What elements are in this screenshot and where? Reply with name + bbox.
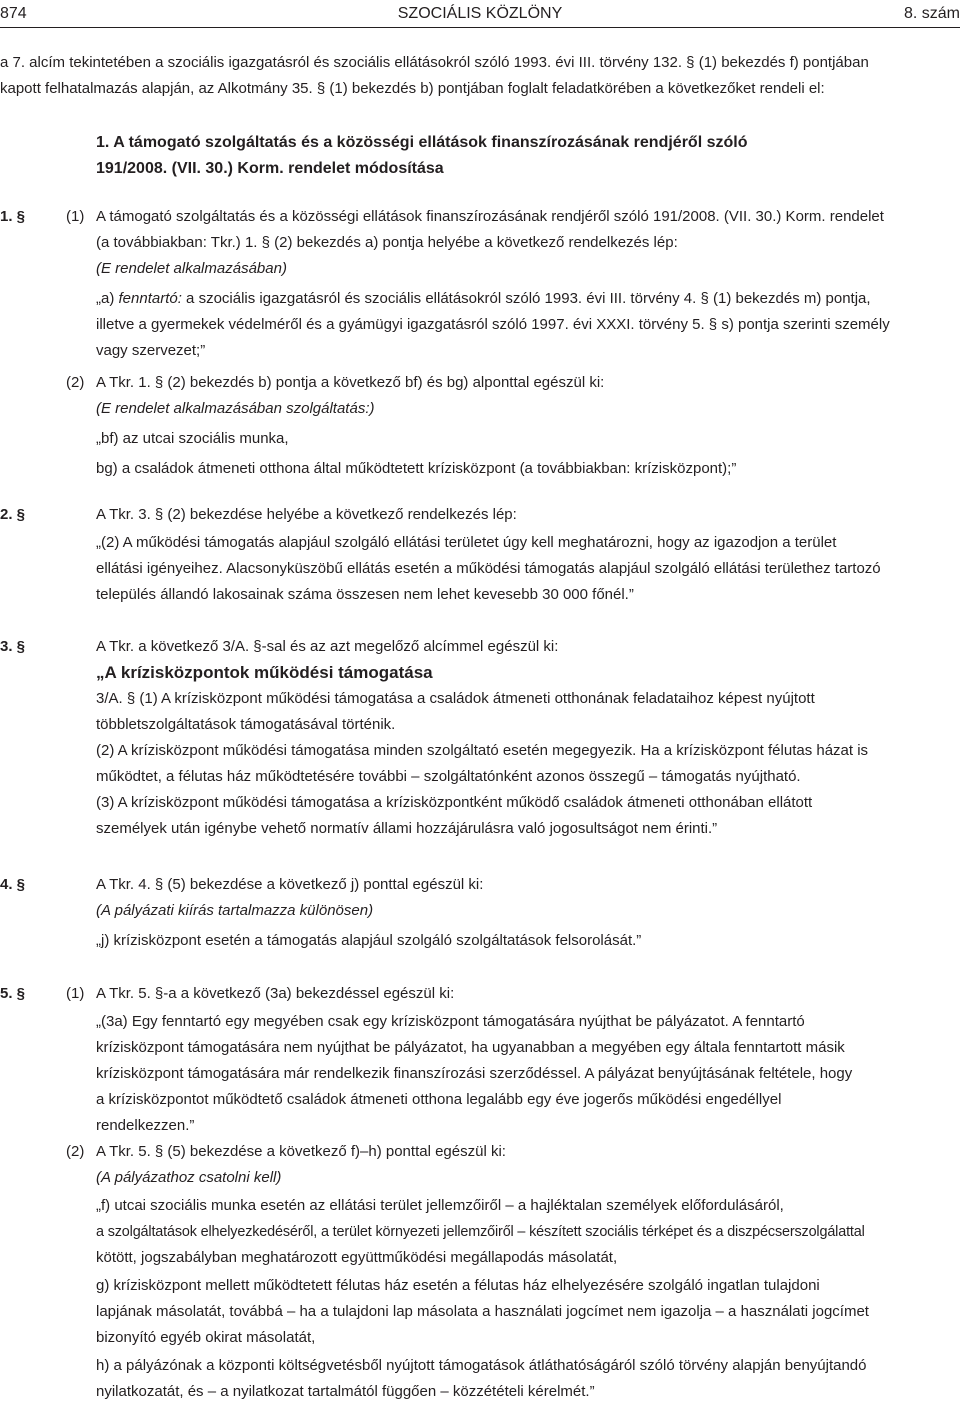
paragraph-2-label: (2): [66, 374, 85, 391]
paragraph-2-label: (2): [66, 1143, 85, 1160]
text-line: (E rendelet alkalmazásában szolgáltatás:): [96, 400, 375, 417]
text-line: lapjának másolatát, továbbá – ha a tulajdoni lap másolata a használati jogcímet nem igazolja – a használati jogcímet: [96, 1303, 869, 1320]
title-line: 1. A támogató szolgáltatás és a közösségi ellátások finanszírozásának rendjéről szóló: [96, 134, 748, 151]
text-line: személyek után igénybe vehető normatív állami hozzájárulásra való jogosultságot nem érinti.”: [96, 820, 718, 837]
text-line: „j) krízisközpont esetén a támogatás alapjául szolgáló szolgáltatások felsorolását.”: [96, 932, 642, 949]
text-line: település állandó lakosainak száma összesen nem lehet kevesebb 30 000 főnél.”: [96, 586, 634, 603]
text-line: kötött, jogszabályban meghatározott együttműködési megállapodás másolatát,: [96, 1249, 618, 1266]
text-line: A Tkr. a következő 3/A. §-sal és az azt megelőző alcímmel egészül ki:: [96, 638, 559, 655]
paragraph-1-label: (1): [66, 985, 85, 1002]
journal-title: SZOCIÁLIS KÖZLÖNY: [397, 5, 563, 22]
text-line: bizonyító egyéb okirat másolatát,: [96, 1329, 316, 1346]
section-5-paragraph-2: [96, 1139, 960, 1405]
text-line: vagy szervezet;”: [96, 342, 206, 359]
section-2: [0, 502, 960, 612]
text-line: A Tkr. 1. § (2) bekezdés b) pontja a következő bf) és bg) alponttal egészül ki:: [96, 374, 605, 391]
intro-paragraph: [0, 50, 950, 102]
text-line: A támogató szolgáltatás és a közösségi ellátások finanszírozásának rendjéről szóló 191/2008. (VII. 30.) Korm. rendelet: [96, 208, 884, 225]
section-5-paragraph-1: [96, 981, 960, 1139]
text-line: h) a pályázónak a központi költségvetésből nyújtott támogatások átláthatóságáról szóló törvény alapján benyújtandó: [96, 1357, 867, 1374]
definition-text: a szociális igazgatásról és szociális ellátásokról szóló 1993. évi III. törvény 4. § (1) bekezdés m) pontja,: [181, 290, 871, 307]
section-1-label: 1. §: [0, 208, 26, 225]
section-5-label: 5. §: [0, 985, 26, 1002]
quote-lead: „a): [96, 290, 119, 307]
section-4: [0, 872, 960, 956]
title-line: 191/2008. (VII. 30.) Korm. rendelet módosítása: [96, 160, 444, 177]
text-line: krízisközpont támogatására nem nyújthat be pályázatot, ha ugyanabban a megyében egy általa fenntartott másik: [96, 1039, 845, 1056]
text-line: „(3a) Egy fenntartó egy megyében csak egy krízisközpont támogatására nyújthat be pályázatot. A fenntartó: [96, 1013, 805, 1030]
running-header: [0, 0, 960, 28]
section-3: [0, 634, 960, 844]
text-line: (E rendelet alkalmazásában): [96, 260, 287, 277]
text-line: ellátási igényeihez. Alacsonyküszöbű ellátás esetén a működési támogatás alapjául szolgáló ellátási területhez tartozó: [96, 560, 881, 577]
text-line: nyilatkozatát, és – a nyilatkozat tartalmától függően – közzétételi kérelmét.”: [96, 1383, 595, 1400]
paragraph-1-label: (1): [66, 208, 85, 225]
text-line: a szolgáltatások elhelyezkedéséről, a terület környezeti jellemzőiről – készített szociális térképet és a diszpécserszolgálattal: [96, 1224, 865, 1240]
text-line: (A pályázathoz csatolni kell): [96, 1169, 282, 1186]
text-line: működtet, a félutas ház működtetésére további – szolgáltatónként azonos összegű – támogatás nyújtható.: [96, 768, 801, 785]
section-4-body: [96, 872, 960, 954]
text-line: krízisközpont támogatására már rendelkezik finanszírozási szerződéssel. A pályázat benyújtásának feltétele, hogy: [96, 1065, 853, 1082]
text-line: illetve a gyermekek védelméről és a gyámügyi igazgatásról szóló 1997. évi XXXI. törvény 5. § s) pontja szerinti személy: [96, 316, 890, 333]
text-line: A Tkr. 5. §-a a következő (3a) bekezdéssel egészül ki:: [96, 985, 455, 1002]
defined-term: fenntartó:: [118, 290, 182, 307]
text-line: „bf) az utcai szociális munka,: [96, 430, 289, 447]
text-line: (a továbbiakban: Tkr.) 1. § (2) bekezdés a) pontja helyébe a következő rendelkezés lép:: [96, 234, 678, 251]
intro-line: kapott felhatalmazás alapján, az Alkotmány 35. § (1) bekezdés b) pontjában foglalt feladatkörében a következőket rendeli el:: [0, 80, 825, 97]
section-2-label: 2. §: [0, 506, 26, 523]
text-line: többletszolgáltatások támogatásával történik.: [96, 716, 396, 733]
text-line: [96, 286, 960, 312]
subtitle-line: „A krízisközpontok működési támogatása: [96, 663, 433, 682]
text-line: A Tkr. 5. § (5) bekezdése a következő f)–h) ponttal egészül ki:: [96, 1143, 506, 1160]
text-line: a krízisközpontot működtető családok átmeneti otthona legalább egy éve jogerős működési engedéllyel: [96, 1091, 782, 1108]
section-5: [0, 981, 960, 1401]
text-line: A Tkr. 4. § (5) bekezdése a következő j) ponttal egészül ki:: [96, 876, 484, 893]
text-line: (3) A krízisközpont működési támogatása a krízisközpontként működő családok átmeneti otthonában ellátott: [96, 794, 813, 811]
text-line: bg) a családok átmeneti otthona által működtetett krízisközpont (a továbbiakban: krízisközpont);”: [96, 460, 737, 477]
text-line: (A pályázati kiírás tartalmazza különösen): [96, 902, 374, 919]
section-1: [0, 204, 960, 477]
issue-number: 8. szám: [903, 5, 960, 22]
text-line: g) krízisközpont mellett működtetett félutas ház esetén a félutas ház elhelyezésére szolgáló ingatlan tulajdoni: [96, 1277, 820, 1294]
text-line: A Tkr. 3. § (2) bekezdése helyébe a következő rendelkezés lép:: [96, 506, 517, 523]
section-3-label: 3. §: [0, 638, 26, 655]
section-4-label: 4. §: [0, 876, 26, 893]
text-line: „f) utcai szociális munka esetén az ellátási terület jellemzőiről – a hajléktalan személyek előfordulásáról,: [96, 1197, 784, 1214]
section-3-body: [96, 634, 960, 842]
section-2-body: [96, 502, 960, 608]
text-line: (2) A krízisközpont működési támogatása minden szolgáltató esetén megegyezik. Ha a krízisközpont félutas házat is: [96, 742, 869, 759]
text-line: 3/A. § (1) A krízisközpont működési támogatása a családok átmeneti otthonának feladataihoz képest nyújtott: [96, 690, 815, 707]
section-1-paragraph-1: [96, 204, 960, 364]
intro-line: a 7. alcím tekintetében a szociális igazgatásról és szociális ellátásokról szóló 1993. évi III. törvény 132. § (1) bekezdés f) pontjában: [0, 54, 869, 71]
section-1-paragraph-2: [96, 370, 960, 482]
text-line: „(2) A működési támogatás alapjául szolgáló ellátási területet úgy kell meghatározni, hogy az igazodjon a terület: [96, 534, 837, 551]
page-number: 874: [0, 5, 27, 22]
text-line: rendelkezzen.”: [96, 1117, 195, 1134]
section-title: [96, 130, 856, 182]
